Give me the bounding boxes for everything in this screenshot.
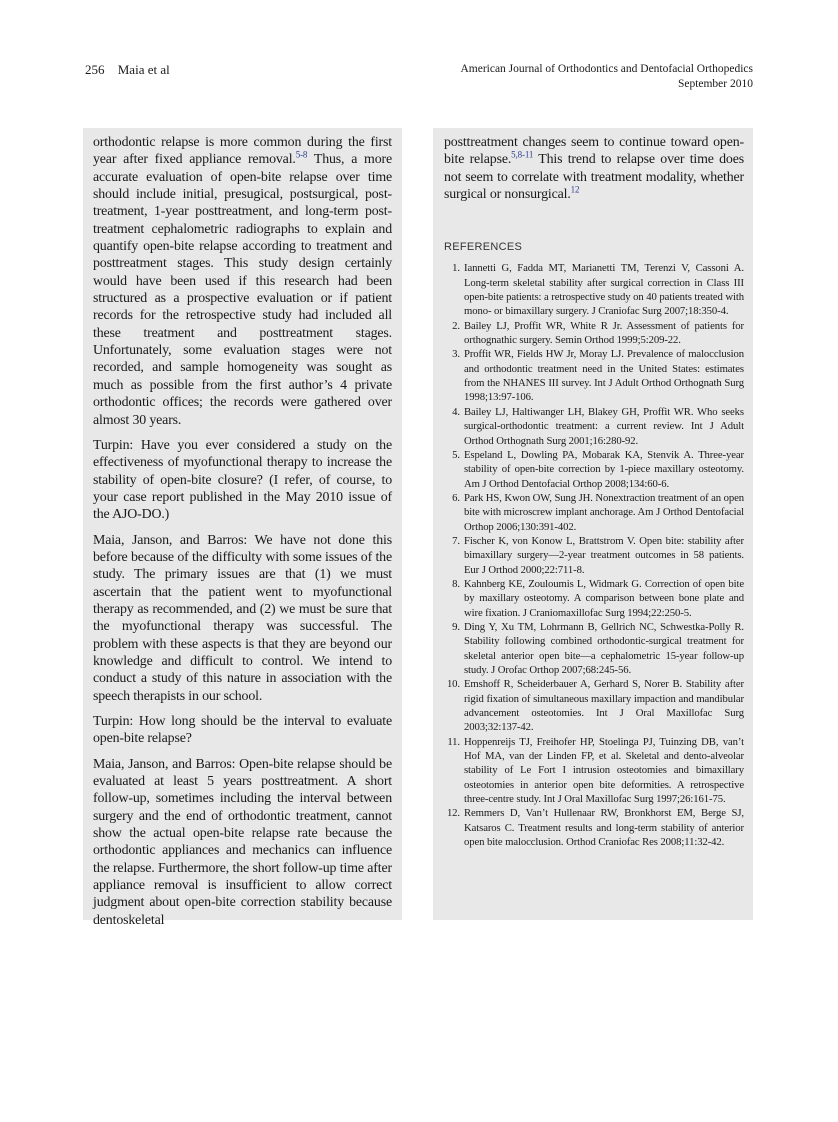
right-column <box>433 128 753 920</box>
reference-text: Kahnberg KE, Zouloumis L, Widmark G. Correction of open bite by maxillary osteotomy. A comparison between bone plate and wire fixation. J Craniomaxillofac Surg 1994;22:250-5. <box>464 577 744 619</box>
reference-number: 8. <box>452 577 460 590</box>
reference-text: Proffit WR, Fields HW Jr, Moray LJ. Prevalence of malocclusion and orthodontic treatment need in the United States: estimates from the NHANES III survey. Int J Adult Orthod Orthognath Surg 1998;13:97-106. <box>464 348 744 404</box>
reference-number: 5. <box>452 448 460 461</box>
reference-item <box>444 405 744 448</box>
reference-text: Ding Y, Xu TM, Lohrmann B, Gellrich NC, Schwestka-Polly R. Stability following combined orthodontic-surgical treatment for skeletal anterior open bite—a cephalometric 15-year follow-up study. J Orofac Orthop 2007;68:245-56. <box>464 620 744 676</box>
references-list <box>444 261 744 849</box>
reference-number: 3. <box>452 348 460 361</box>
reference-text: Espeland L, Dowling PA, Mobarak KA, Stenvik A. Three-year stability of open-bite correction by 1-piece maxillary osteotomy. Am J Orthod Dentofacial Orthop 2008;134:60-6. <box>464 448 744 490</box>
answer-paragraph: Maia, Janson, and Barros: We have not done this before because of the difficulty with some issues of the study. The primary issues are that (1) we must ascertain that the patient went to myofunctional therapy as recommended, and (2) we must be sure that the myofunctional therapy was successful. The problem with these aspects is that they are beyond our knowledge and difficult to control. We intend to conduct a study of this nature in association with the speech therapists in our school. <box>93 532 392 704</box>
reference-item <box>444 491 744 534</box>
reference-text: Emshoff R, Scheiderbauer A, Gerhard S, Norer B. Stability after rigid fixation of simultaneous maxillary impaction and mandibular advancement osteotomies. Int J Oral Maxillofac Surg 2003;32:137-42. <box>464 678 744 734</box>
question-paragraph: Turpin: How long should be the interval to evaluate open-bite relapse? <box>93 714 392 747</box>
reference-item <box>444 448 744 491</box>
paragraph <box>93 134 392 429</box>
reference-item <box>444 534 744 577</box>
text: This trend to relapse over time does not seem to correlate with treatment modality, whether surgical or nonsurgical. <box>444 152 744 203</box>
text: posttreatment changes seem to continue toward open-bite relapse. <box>444 135 744 168</box>
reference-number: 7. <box>452 534 460 547</box>
reference-item <box>444 677 744 734</box>
reference-text: Bailey LJ, Proffit WR, White R Jr. Assessment of patients for orthognathic surgery. Semin Orthod 1999;5:209-22. <box>464 319 744 347</box>
issue-date: September 2010 <box>677 78 753 90</box>
reference-text: Fischer K, von Konow L, Brattstrom V. Open bite: stability after bimaxillary surgery—2-year treatment outcomes in 58 patients. Eur J Orthod 2000;22:711-8. <box>464 534 744 576</box>
reference-number: 4. <box>452 405 460 418</box>
reference-number: 2. <box>452 319 460 332</box>
journal-title: American Journal of Orthodontics and Dentofacial Orthopedics <box>460 63 753 75</box>
reference-number: 9. <box>452 620 460 633</box>
reference-number: 1. <box>452 262 460 275</box>
reference-text: Iannetti G, Fadda MT, Marianetti TM, Terenzi V, Cassoni A. Long-term skeletal stability after surgical correction in Class III open-bite patients: a retrospective study on 40 patients treated with mono- or bimaxillary surgery. J Craniofac Surg 2007;18:350-4. <box>464 262 744 318</box>
question-paragraph: Turpin: Have you ever considered a study on the effectiveness of myofunctional therapy to increase the stability of open-bite closure? (I refer, of course, to your case report published in the May 2010 issue of the AJO-DO.) <box>93 437 392 523</box>
reference-item <box>444 806 744 849</box>
citation[interactable]: 5,8-11 <box>511 149 534 160</box>
reference-item <box>444 347 744 404</box>
reference-number: 12. <box>446 807 460 820</box>
reference-number: 6. <box>452 491 460 504</box>
reference-item <box>444 735 744 807</box>
running-head-left <box>85 62 170 78</box>
reference-item <box>444 319 744 348</box>
reference-item <box>444 620 744 677</box>
reference-item <box>444 261 744 318</box>
answer-paragraph: Maia, Janson, and Barros: Open-bite relapse should be evaluated at least 5 years posttreatment. A short follow-up, sometimes including the interval between surgery and the end of orthodontic treatment, cannot show the actual open-bite relapse rate because the orthodontic appliances and mechanics can influence the relapse. Furthermore, the short follow-up time after appliance removal is insufficient to allow correct judgment about open-bite correction stability because dentoskeletal <box>93 756 392 928</box>
text: Thus, a more accurate evaluation of open-bite relapse over time should include initial, presugical, postsurgical, post-treatment, 1-year posttreatment, and long-term post-treatment cephalometric radiographs to explain and quantify open-bite relapse according to treatment and posttreatment stages. This study design certainly would have been used if this research had been structured as a prospective evaluation or if patient records for the retrospective study had included all these treatment and posttreatment stages. Unfortunately, some evaluation stages were not recorded, and sample homogeneity was sought as much as possible from the first author’s 4 private orthodontic offices; the records were gathered over almost 30 years. <box>93 152 392 428</box>
page-number: 256 <box>85 62 105 77</box>
reference-text: Bailey LJ, Haltiwanger LH, Blakey GH, Proffit WR. Who seeks surgical-orthodontic treatment: a current review. Int J Adult Orthod Orthognath Surg 2001;16:280-92. <box>464 405 744 447</box>
citation[interactable]: 5-8 <box>295 149 308 160</box>
references-heading: REFERENCES <box>444 241 523 254</box>
running-head-right <box>460 62 753 92</box>
reference-number: 10. <box>446 678 460 691</box>
reference-text: Hoppenreijs TJ, Freihofer HP, Stoelinga PJ, Tuinzing DB, van’t Hof MA, van der Linden FP, et al. Skeletal and dento-alveolar stability of Le Fort I intrusion osteotomies and bimaxillary osteotomies in anterior open bite deformities. A retrospective three-centre study. Int J Oral Maxillofac Surg 1997;26:161-75. <box>464 735 744 806</box>
paragraph <box>444 134 744 203</box>
reference-text: Park HS, Kwon OW, Sung JH. Nonextraction treatment of an open bite with microscrew implant anchorage. Am J Orthod Dentofacial Orthop 2006;130:391-402. <box>464 491 744 533</box>
reference-number: 11. <box>447 735 460 748</box>
text: orthodontic relapse is more common during the first year after fixed appliance removal. <box>93 135 392 168</box>
reference-text: Remmers D, Van’t Hullenaar RW, Bronkhorst EM, Berge SJ, Katsaros C. Treatment results and long-term stability of anterior open bite malocclusion. Orthod Craniofac Res 2008;11:32-42. <box>464 807 744 849</box>
left-column <box>83 128 402 928</box>
citation[interactable]: 12 <box>570 184 580 195</box>
reference-item <box>444 577 744 620</box>
running-author: Maia et al <box>117 62 170 77</box>
